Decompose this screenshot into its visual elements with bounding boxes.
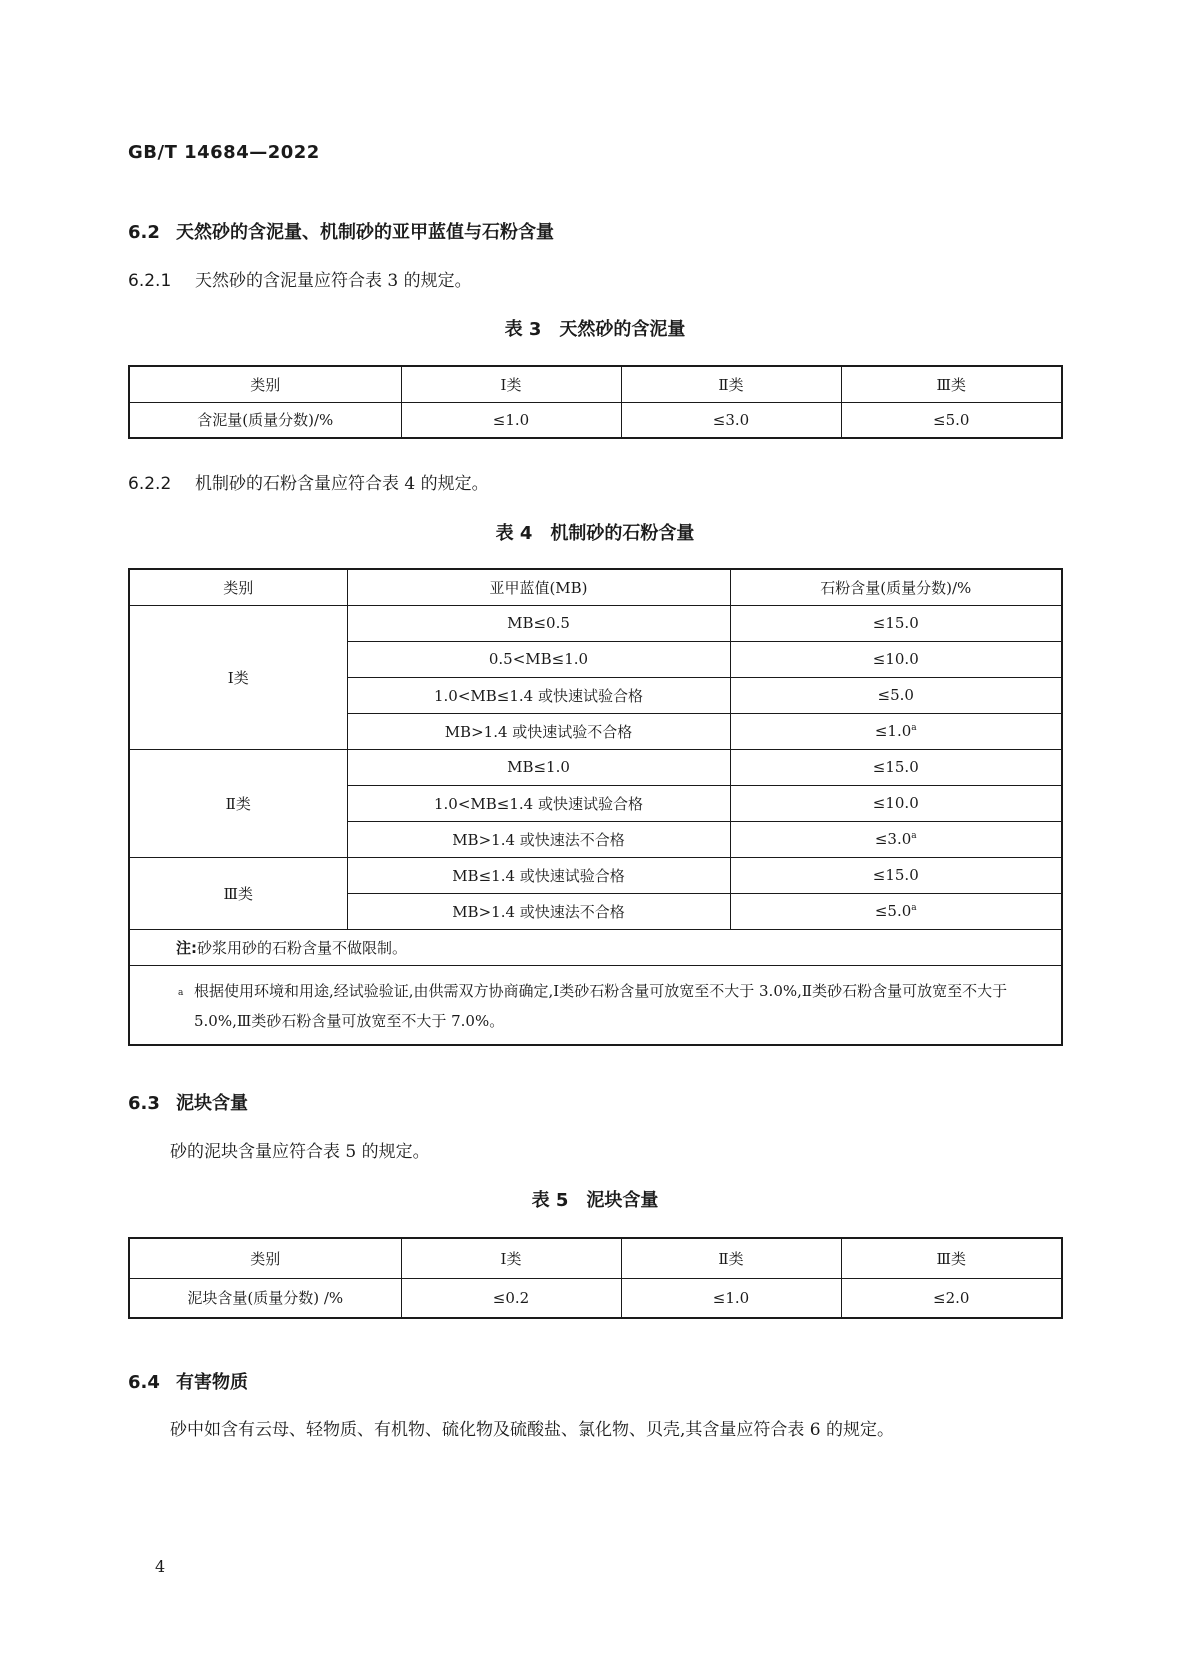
mb-cell: MB≤0.5 xyxy=(347,605,730,641)
table-cell: ≤2.0 xyxy=(841,1278,1062,1318)
section-title: 天然砂的含泥量、机制砂的亚甲蓝值与石粉含量 xyxy=(176,222,554,243)
section-title: 有害物质 xyxy=(176,1372,248,1393)
caption-title: 泥块含量 xyxy=(586,1190,659,1211)
page-number: 4 xyxy=(155,1557,166,1576)
table-cell: ≤3.0 xyxy=(621,402,841,438)
header-cell: Ⅰ类 xyxy=(401,366,621,402)
table-cell: ≤5.0 xyxy=(841,402,1062,438)
content-cell: ≤10.0 xyxy=(730,785,1062,821)
header-cell: Ⅱ类 xyxy=(621,366,841,402)
table-note-row xyxy=(129,929,1062,965)
section-6-3-heading xyxy=(128,1089,248,1115)
footnote-ref: a xyxy=(911,903,917,913)
table-row xyxy=(129,1278,1062,1318)
table-row xyxy=(129,749,1062,785)
standard-code: GB/T 14684—2022 xyxy=(128,142,320,163)
note-label: 注: xyxy=(176,938,197,957)
content-cell: ≤15.0 xyxy=(730,749,1062,785)
section-number: 6.4 xyxy=(128,1372,160,1393)
caption-number: 表 4 xyxy=(495,523,533,544)
content-cell: ≤3.0$^a$ xyxy=(730,821,1062,857)
mb-cell: 0.5<MB≤1.0 xyxy=(347,641,730,677)
header-cell: 石粉含量(质量分数)/% xyxy=(730,569,1062,605)
section-6-2-heading xyxy=(128,218,554,244)
clause-text: 机制砂的石粉含量应符合表 4 的规定。 xyxy=(195,474,489,494)
table-note xyxy=(129,929,1062,965)
footnote-ref: a xyxy=(911,831,917,841)
content-cell: ≤15.0 xyxy=(730,605,1062,641)
clause-6-2-2 xyxy=(128,469,489,494)
table-cell: ≤1.0 xyxy=(621,1278,841,1318)
mb-cell: MB≤1.4 或快速试验合格 xyxy=(347,857,730,893)
category-cell: Ⅲ类 xyxy=(129,857,347,929)
header-cell: 类别 xyxy=(129,569,347,605)
header-cell: 类别 xyxy=(129,1238,401,1278)
note-text: 砂浆用砂的石粉含量不做限制。 xyxy=(197,938,408,957)
caption-title: 机制砂的石粉含量 xyxy=(550,523,695,544)
section-6-4-text: 砂中如含有云母、轻物质、有机物、硫化物及硫酸盐、氯化物、贝壳,其含量应符合表 6 的规定。 xyxy=(170,1420,895,1440)
footnote-ref: a xyxy=(911,723,917,733)
table-footnote xyxy=(129,965,1062,1045)
section-6-3-text: 砂的泥块含量应符合表 5 的规定。 xyxy=(170,1142,430,1162)
header-cell: Ⅰ类 xyxy=(401,1238,621,1278)
content-cell: ≤5.0 xyxy=(730,677,1062,713)
table-cell: 含泥量(质量分数)/% xyxy=(129,402,401,438)
table-3 xyxy=(128,365,1063,439)
category-cell: Ⅱ类 xyxy=(129,749,347,857)
table-5 xyxy=(128,1237,1063,1319)
footnote-mark: a xyxy=(178,987,184,998)
mb-cell: MB>1.4 或快速法不合格 xyxy=(347,821,730,857)
clause-number: 6.2.1 xyxy=(128,271,172,291)
mb-cell: 1.0<MB≤1.4 或快速试验合格 xyxy=(347,677,730,713)
table-header-row xyxy=(129,1238,1062,1278)
caption-title: 天然砂的含泥量 xyxy=(559,319,686,340)
table-3-caption xyxy=(0,315,1190,341)
content-cell: ≤1.0$^a$ xyxy=(730,713,1062,749)
category-cell: Ⅰ类 xyxy=(129,605,347,749)
section-number: 6.2 xyxy=(128,222,160,243)
section-6-4-heading xyxy=(128,1368,248,1394)
table-footnote-row xyxy=(129,965,1062,1045)
header-cell: Ⅱ类 xyxy=(621,1238,841,1278)
table-header-row xyxy=(129,366,1062,402)
footnote-text: 根据使用环境和用途,经试验验证,由供需双方协商确定,Ⅰ类砂石粉含量可放宽至不大于 3.0%,Ⅱ类砂石粉含量可放宽至不大于 5.0%,Ⅲ类砂石粉含量可放宽至不大于 7.0%。 xyxy=(194,981,1008,1030)
caption-number: 表 3 xyxy=(504,319,542,340)
header-cell: Ⅲ类 xyxy=(841,1238,1062,1278)
table-cell: ≤1.0 xyxy=(401,402,621,438)
mb-cell: MB>1.4 或快速法不合格 xyxy=(347,893,730,929)
table-row xyxy=(129,402,1062,438)
header-cell: Ⅲ类 xyxy=(841,366,1062,402)
section-title: 泥块含量 xyxy=(176,1093,248,1114)
header-cell: 亚甲蓝值(MB) xyxy=(347,569,730,605)
table-4 xyxy=(128,568,1063,1046)
content-cell: ≤10.0 xyxy=(730,641,1062,677)
table-header-row xyxy=(129,569,1062,605)
mb-cell: MB≤1.0 xyxy=(347,749,730,785)
content-cell: ≤5.0$^a$ xyxy=(730,893,1062,929)
table-cell: 泥块含量(质量分数) /% xyxy=(129,1278,401,1318)
mb-cell: MB>1.4 或快速试验不合格 xyxy=(347,713,730,749)
header-cell: 类别 xyxy=(129,366,401,402)
clause-6-2-1 xyxy=(128,266,472,291)
content-cell: ≤15.0 xyxy=(730,857,1062,893)
clause-number: 6.2.2 xyxy=(128,474,172,494)
caption-number: 表 5 xyxy=(531,1190,569,1211)
table-5-caption xyxy=(0,1186,1190,1212)
table-cell: ≤0.2 xyxy=(401,1278,621,1318)
section-number: 6.3 xyxy=(128,1093,160,1114)
clause-text: 天然砂的含泥量应符合表 3 的规定。 xyxy=(195,271,472,291)
mb-cell: 1.0<MB≤1.4 或快速试验合格 xyxy=(347,785,730,821)
table-row xyxy=(129,857,1062,893)
table-4-caption xyxy=(0,519,1190,545)
table-row xyxy=(129,605,1062,641)
